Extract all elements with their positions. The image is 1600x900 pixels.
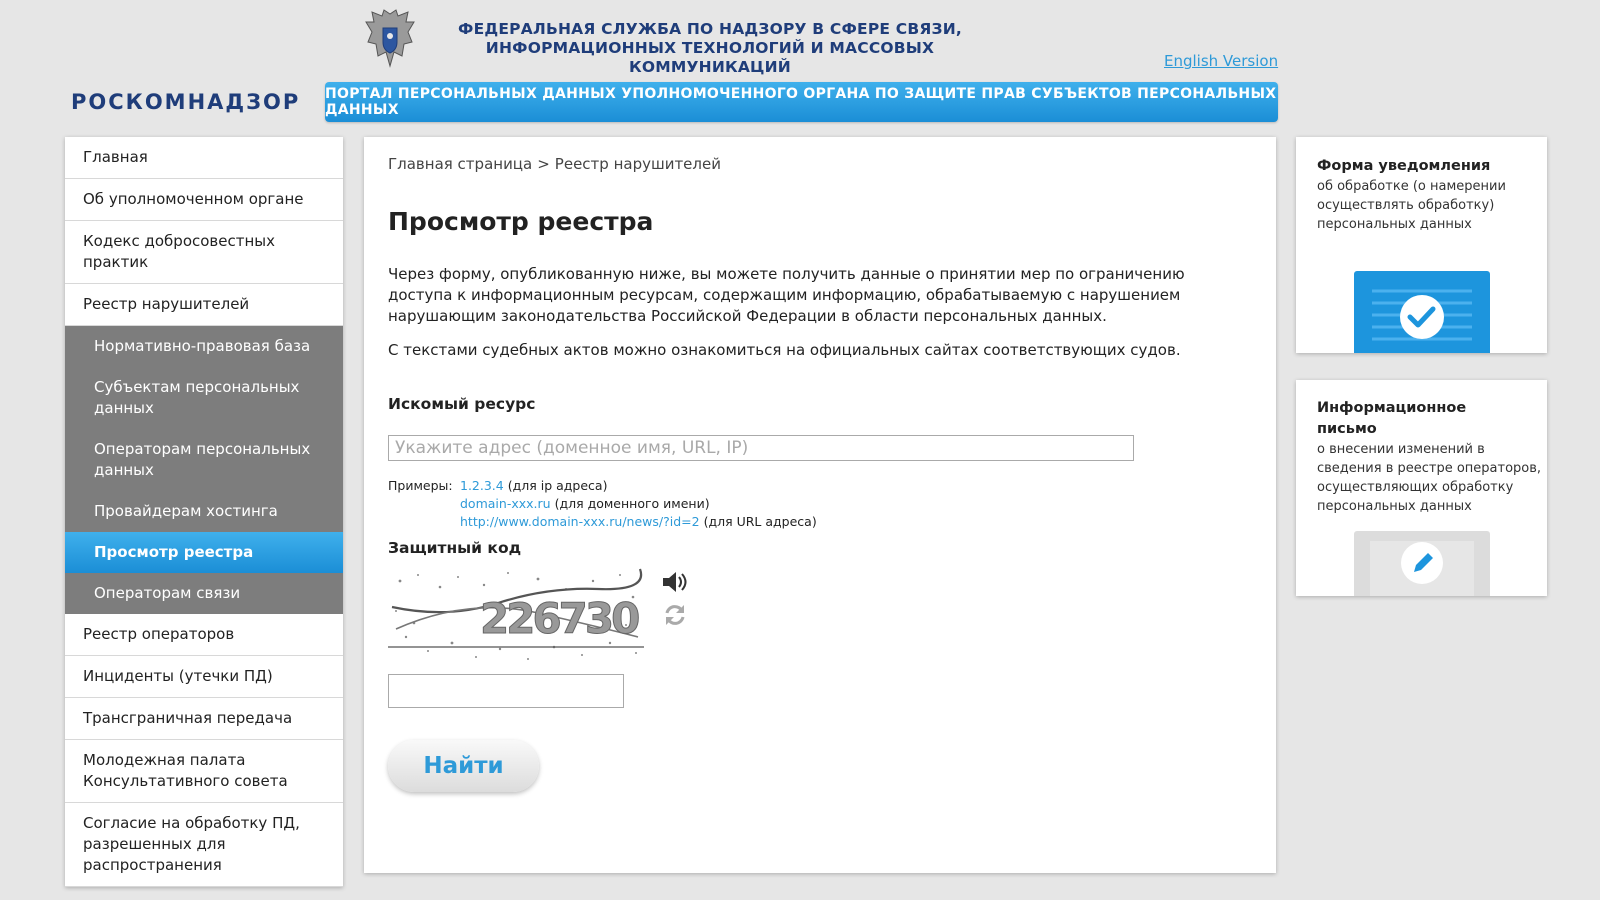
sidebar-subitem-view-registry[interactable]: Просмотр реестра bbox=[65, 532, 343, 573]
captcha-image bbox=[388, 567, 644, 665]
sidebar-nav bbox=[65, 137, 343, 887]
resource-label: Искомый ресурс bbox=[388, 395, 536, 413]
sidebar-subitem-hosting-providers[interactable]: Провайдерам хостинга bbox=[65, 491, 343, 532]
captcha-audio-icon[interactable] bbox=[660, 569, 690, 595]
sidebar-subitem-data-subjects[interactable]: Субъектам персональных данных bbox=[65, 367, 343, 429]
card-text: об обработке (о намерении осуществлять обработку) персональных данных bbox=[1317, 179, 1506, 232]
sidebar-item-consent[interactable]: Согласие на обработку ПД, разрешенных для распространения bbox=[65, 803, 343, 887]
sidebar-item-operators-registry[interactable]: Реестр операторов bbox=[65, 614, 343, 656]
example-domain-note: (для доменного имени) bbox=[554, 496, 710, 511]
intro-text: Через форму, опубликованную ниже, вы можете получить данные о принятии мер по ограничению доступа к информационным ресурсам, содержащим информацию, обрабатываемую с нарушением нарушающим законодательства Российской Федерации в области персональных данных. bbox=[388, 265, 1185, 325]
sidebar-item-about[interactable]: Об уполномоченном органе bbox=[65, 179, 343, 221]
sidebar-item-cross-border[interactable]: Трансграничная передача bbox=[65, 698, 343, 740]
captcha-label: Защитный код bbox=[388, 539, 522, 557]
court-acts-note: С текстами судебных актов можно ознакомиться на официальных сайтах соответствующих судов. bbox=[388, 341, 1181, 359]
example-ip-link[interactable]: 1.2.3.4 bbox=[460, 478, 504, 493]
sidebar-subitem-data-operators[interactable]: Операторам персональных данных bbox=[65, 429, 343, 491]
sidebar-item-home[interactable]: Главная bbox=[65, 137, 343, 179]
examples-label: Примеры: bbox=[388, 478, 453, 493]
info-letter-card[interactable] bbox=[1296, 380, 1547, 596]
example-url-link[interactable]: http://www.domain-xxx.ru/news/?id=2 bbox=[460, 514, 700, 529]
breadcrumb-separator: > bbox=[537, 155, 550, 173]
sidebar-item-code-of-practice[interactable]: Кодекс добросовестных практик bbox=[65, 221, 343, 284]
examples-block bbox=[388, 477, 817, 531]
breadcrumb bbox=[388, 155, 721, 173]
english-version-link[interactable]: English Version bbox=[1164, 52, 1279, 70]
agency-title: ФЕДЕРАЛЬНАЯ СЛУЖБА ПО НАДЗОРУ В СФЕРЕ СВЯЗИ, ИНФОРМАЦИОННЫХ ТЕХНОЛОГИЙ И МАССОВЫХ КОММУНИКАЦИЙ bbox=[458, 20, 962, 76]
card-title: Форма уведомления bbox=[1317, 158, 1491, 174]
captcha-refresh-icon[interactable] bbox=[662, 602, 688, 628]
brand-logo-text: РОСКОМНАДЗОР bbox=[71, 90, 301, 114]
sidebar-subitem-telecom-operators[interactable]: Операторам связи bbox=[65, 573, 343, 614]
portal-banner: ПОРТАЛ ПЕРСОНАЛЬНЫХ ДАННЫХ УПОЛНОМОЧЕННОГО ОРГАНА ПО ЗАЩИТЕ ПРАВ СУБЪЕКТОВ ПЕРСОНАЛЬНЫХ ДАННЫХ bbox=[325, 82, 1278, 122]
main-content-card bbox=[364, 137, 1276, 873]
example-ip-note: (для ip адреса) bbox=[507, 478, 608, 493]
sidebar-item-incidents[interactable]: Инциденты (утечки ПД) bbox=[65, 656, 343, 698]
card-text: о внесении изменений в сведения в реестре операторов, осуществляющих обработку персональных данных bbox=[1317, 442, 1542, 514]
card-title: Информационное письмо bbox=[1317, 400, 1467, 437]
search-button[interactable]: Найти bbox=[388, 740, 539, 792]
captcha-input[interactable] bbox=[388, 674, 624, 708]
breadcrumb-current: Реестр нарушителей bbox=[554, 155, 721, 173]
example-domain-link[interactable]: domain-xxx.ru bbox=[460, 496, 551, 511]
sidebar-item-youth-chamber[interactable]: Молодежная палата Консультативного совета bbox=[65, 740, 343, 803]
checkmark-document-icon bbox=[1354, 271, 1490, 353]
coat-of-arms-emblem bbox=[362, 8, 418, 70]
captcha-code: 226730 bbox=[480, 594, 638, 643]
page-title: Просмотр реестра bbox=[388, 207, 654, 236]
edit-document-icon bbox=[1354, 531, 1490, 596]
notification-form-card[interactable] bbox=[1296, 137, 1547, 353]
sidebar-subitem-legal-base[interactable]: Нормативно-правовая база bbox=[65, 326, 343, 367]
resource-search-input[interactable] bbox=[388, 435, 1134, 461]
example-url-note: (для URL адреса) bbox=[703, 514, 817, 529]
sidebar-item-violators-registry[interactable]: Реестр нарушителей bbox=[65, 284, 343, 326]
breadcrumb-home-link[interactable]: Главная страница bbox=[388, 155, 533, 173]
